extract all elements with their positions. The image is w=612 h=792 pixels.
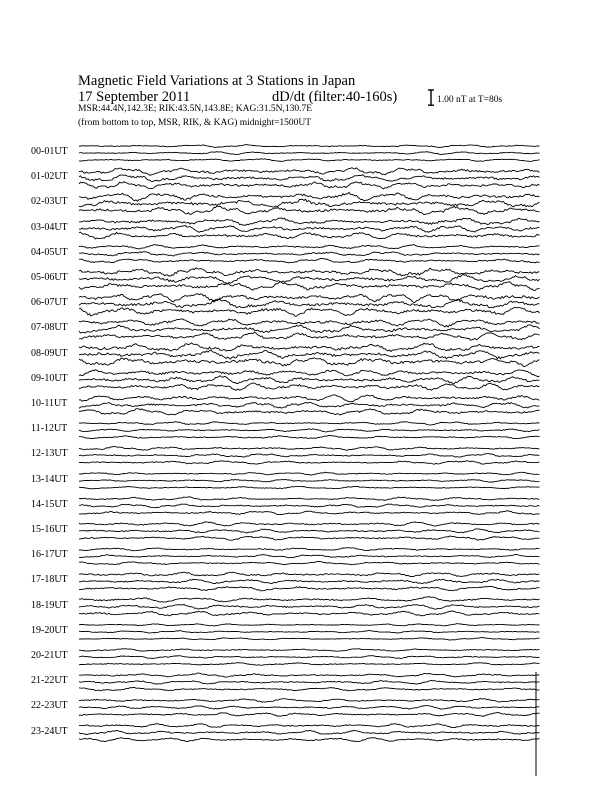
hour-label: 14-15UT (31, 498, 68, 510)
trace-kag-12-13ut (79, 447, 540, 451)
trace-kag-07-08ut (79, 319, 540, 327)
trace-kag-08-09ut (79, 343, 540, 352)
trace-kag-17-18ut (79, 572, 540, 577)
hour-label: 10-11UT (31, 398, 68, 409)
trace-rik-22-23ut (79, 706, 540, 710)
trace-rik-00-01ut (79, 152, 540, 155)
trace-rik-12-13ut (79, 454, 540, 458)
trace-rik-23-24ut (79, 730, 540, 734)
trace-msr-07-08ut (79, 332, 540, 340)
hour-label: 11-12UT (31, 423, 68, 435)
hour-label: 05-06UT (31, 272, 68, 283)
trace-kag-16-17ut (79, 548, 540, 551)
trace-kag-22-23ut (79, 699, 540, 703)
trace-msr-13-14ut (79, 486, 540, 489)
trace-kag-03-04ut (79, 218, 540, 225)
trace-kag-06-07ut (79, 294, 540, 303)
trace-kag-05-06ut (79, 268, 540, 276)
trace-rik-15-16ut (79, 529, 540, 533)
hour-label: 03-04UT (31, 221, 68, 233)
hour-label: 19-20UT (31, 624, 68, 636)
trace-rik-02-03ut (79, 199, 540, 207)
trace-kag-09-10ut (79, 370, 540, 377)
trace-kag-13-14ut (79, 472, 540, 475)
hour-label: 22-23UT (31, 700, 68, 712)
trace-rik-09-10ut (79, 376, 540, 384)
scale-bar (428, 90, 434, 105)
hour-label: 23-24UT (31, 725, 68, 737)
trace-msr-19-20ut (79, 638, 540, 641)
trace-kag-18-19ut (79, 597, 540, 602)
hour-label: 12-13UT (31, 448, 68, 460)
hour-label: 06-07UT (31, 297, 68, 309)
trace-msr-00-01ut (79, 159, 540, 162)
trace-msr-11-12ut (79, 436, 540, 439)
trace-rik-16-17ut (79, 554, 540, 557)
trace-rik-19-20ut (79, 631, 540, 634)
hour-label: 18-19UT (31, 599, 68, 611)
hour-label: 16-17UT (31, 549, 68, 561)
hour-label: 01-02UT (31, 171, 68, 183)
trace-rik-05-06ut (79, 274, 540, 284)
hour-label: 21-22UT (31, 675, 68, 687)
trace-msr-22-23ut (79, 713, 540, 717)
trace-rik-21-22ut (79, 680, 540, 684)
trace-rik-03-04ut (79, 225, 540, 232)
hour-label: 09-10UT (31, 372, 68, 384)
trace-msr-10-11ut (79, 409, 540, 415)
trace-rik-01-02ut (79, 175, 540, 182)
trace-rik-13-14ut (79, 480, 540, 483)
trace-rik-04-05ut (79, 252, 540, 256)
trace-rik-08-09ut (79, 350, 540, 359)
trace-kag-00-01ut (79, 145, 540, 148)
hour-label: 15-16UT (31, 524, 68, 535)
trace-msr-04-05ut (79, 259, 540, 263)
station-order-note: (from bottom to top, MSR, RIK, & KAG) midnight=1500UT (78, 118, 312, 128)
trace-kag-19-20ut (79, 624, 540, 626)
trace-rik-17-18ut (79, 579, 540, 583)
scale-bar-label: 1.00 nT at T=80s (437, 95, 503, 105)
hour-label: 00-01UT (31, 146, 68, 157)
trace-msr-16-17ut (79, 561, 540, 564)
trace-msr-06-07ut (79, 307, 540, 316)
trace-rik-06-07ut (79, 299, 540, 308)
hour-label: 13-14UT (31, 473, 68, 485)
hour-label: 17-18UT (31, 574, 68, 586)
trace-msr-02-03ut (79, 206, 540, 215)
trace-group (79, 145, 540, 776)
trace-rik-20-21ut (79, 656, 540, 659)
trace-rik-11-12ut (79, 429, 540, 432)
trace-msr-01-02ut (79, 182, 540, 189)
trace-kag-23-24ut (79, 724, 540, 728)
trace-msr-23-24ut (79, 738, 540, 742)
trace-kag-01-02ut (79, 168, 540, 176)
trace-kag-10-11ut (79, 395, 540, 402)
hour-label: 07-08UT (31, 322, 68, 334)
hour-label: 20-21UT (31, 650, 68, 661)
trace-msr-18-19ut (79, 611, 540, 616)
trace-kag-15-16ut (79, 522, 540, 526)
chart-title: Magnetic Field Variations at 3 Stations in Japan (78, 73, 356, 89)
trace-msr-08-09ut (79, 358, 540, 367)
trace-kag-11-12ut (79, 422, 540, 425)
trace-msr-14-15ut (79, 511, 540, 515)
trace-rik-14-15ut (79, 504, 540, 508)
hour-label: 04-05UT (31, 246, 68, 258)
trace-kag-04-05ut (79, 245, 540, 250)
trace-msr-12-13ut (79, 461, 540, 464)
trace-rik-07-08ut (79, 325, 540, 333)
trace-msr-20-21ut (79, 663, 540, 666)
trace-msr-21-22ut (79, 688, 540, 691)
trace-kag-20-21ut (79, 649, 540, 652)
date-label: 17 September 2011 (78, 89, 191, 105)
trace-rik-18-19ut (79, 604, 540, 609)
trace-kag-14-15ut (79, 497, 540, 501)
station-coordinates: MSR:44.4N,142.3E; RIK:43.5N,143.8E; KAG:31.5N,130.7E (78, 104, 313, 114)
trace-msr-15-16ut (79, 536, 540, 540)
quantity-label: dD/dt (filter:40-160s) (272, 89, 398, 105)
trace-kag-21-22ut (79, 673, 540, 677)
trace-msr-17-18ut (79, 586, 540, 591)
trace-rik-10-11ut (79, 402, 540, 408)
hour-label: 08-09UT (31, 347, 68, 359)
trace-msr-03-04ut (79, 232, 540, 239)
trace-msr-09-10ut (79, 383, 540, 390)
trace-msr-05-06ut (79, 282, 540, 291)
hour-label: 02-03UT (31, 196, 68, 208)
trace-kag-02-03ut (79, 192, 540, 201)
